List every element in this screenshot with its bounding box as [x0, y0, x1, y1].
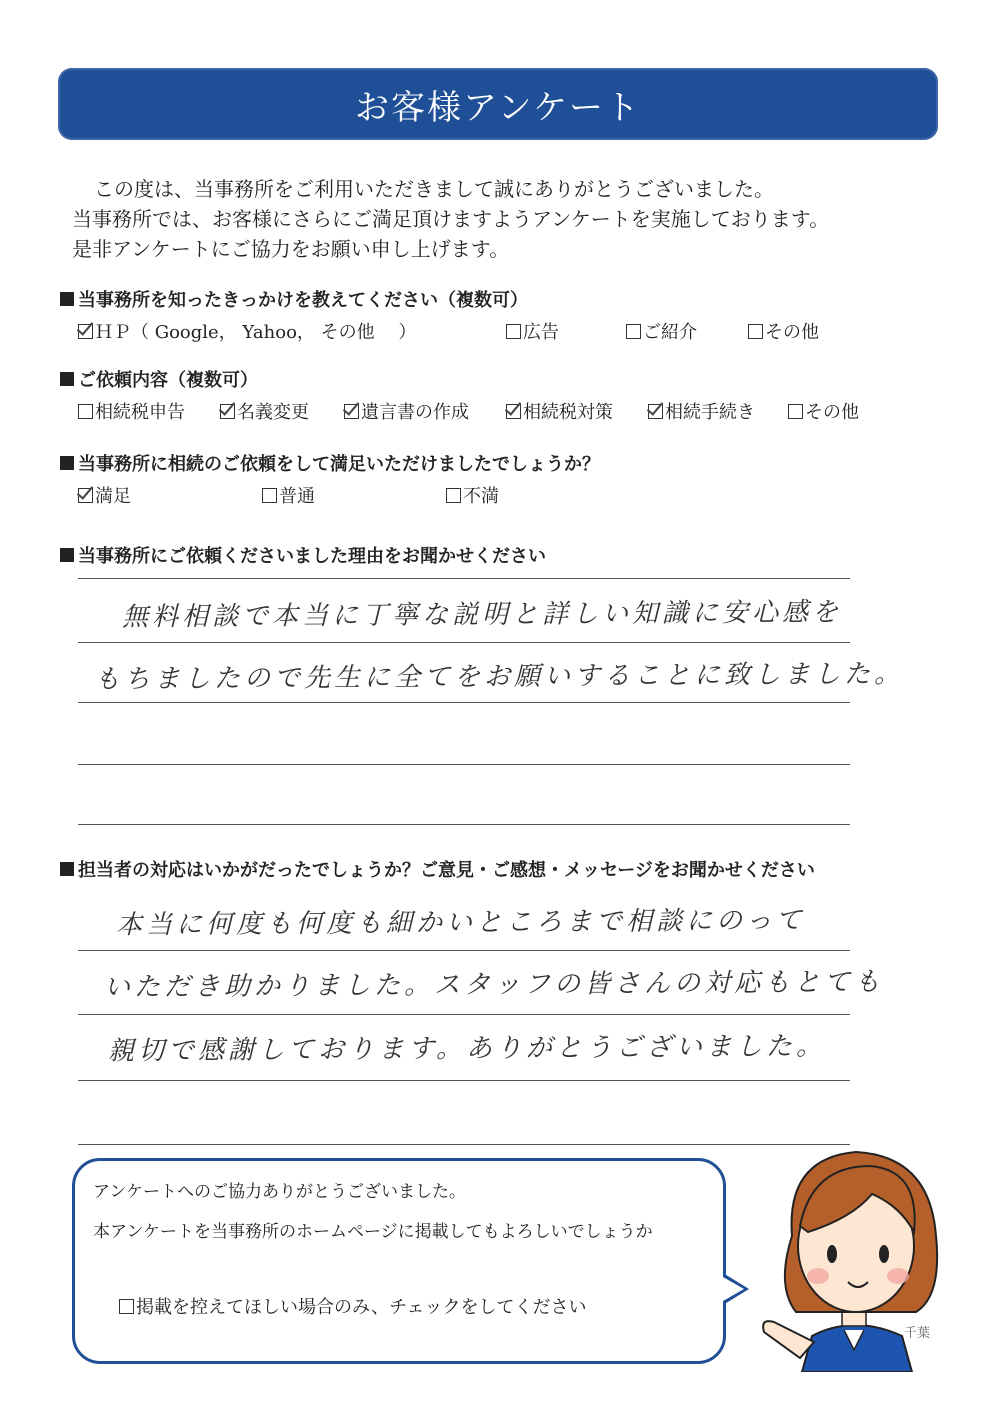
checkbox[interactable]	[446, 488, 461, 503]
checkbox[interactable]	[119, 1299, 134, 1314]
question-heading: 担当者の対応はいかがだったでしょうか？ご意見・ご感想・メッセージをお聞かせください	[60, 856, 960, 882]
question-satisfaction	[60, 450, 960, 512]
thanks-text: アンケートへのご協力ありがとうございました。	[93, 1182, 466, 1202]
checkbox[interactable]	[220, 404, 235, 419]
square-bullet-icon	[60, 372, 74, 386]
staff-name: 千葉	[904, 1326, 931, 1341]
optout-option[interactable]: 掲載を控えてほしい場合のみ、チェックをしてください	[119, 1293, 587, 1319]
answer-area-feedback[interactable]	[78, 888, 885, 1148]
option-other[interactable]: その他	[748, 318, 819, 344]
question-request-type	[60, 366, 960, 428]
option-dissatisfied[interactable]: 不満	[446, 482, 499, 508]
handwritten-answer-line: 無料相談で本当に丁寧な説明と詳しい知識に安心感を	[121, 597, 843, 633]
square-bullet-icon	[60, 292, 74, 306]
question-staff-feedback	[60, 856, 960, 882]
handwritten-answer-line: 親切で感謝しております。ありがとうございました。	[107, 1031, 827, 1067]
square-bullet-icon	[60, 862, 74, 876]
option-tax-planning[interactable]: 相続税対策	[506, 398, 613, 424]
checkbox[interactable]	[788, 404, 803, 419]
checkbox[interactable]	[506, 324, 521, 339]
intro-line: 当事務所では、お客様にさらにご満足頂けますようアンケートを実施しております。	[72, 207, 830, 231]
checkbox[interactable]	[78, 488, 93, 503]
option-ad[interactable]: 広告	[506, 318, 559, 344]
intro-line: 是非アンケートにご協力をお願い申し上げます。	[72, 237, 510, 261]
option-referral[interactable]: ご紹介	[626, 318, 697, 344]
checkbox[interactable]	[344, 404, 359, 419]
intro-line: この度は、当事務所をご利用いただきまして誠にありがとうございました。	[94, 177, 774, 201]
intro-text	[72, 174, 972, 264]
option-average[interactable]: 普通	[262, 482, 315, 508]
checkbox[interactable]	[262, 488, 277, 503]
square-bullet-icon	[60, 548, 74, 562]
question-heading: ご依頼内容（複数可）	[60, 366, 960, 392]
arm	[763, 1321, 814, 1358]
option-procedure[interactable]: 相続手続き	[648, 398, 755, 424]
option-group	[60, 482, 960, 512]
question-referral	[60, 286, 960, 348]
option-will[interactable]: 遺言書の作成	[344, 398, 469, 424]
checkbox[interactable]	[78, 404, 93, 419]
page-title: お客様アンケート	[355, 87, 641, 128]
title-banner	[58, 68, 938, 140]
publish-question: 本アンケートを当事務所のホームページに掲載してもよろしいでしょうか	[93, 1222, 653, 1242]
speech-bubble	[72, 1158, 726, 1364]
question-heading: 当事務所にご依頼くださいました理由をお聞かせください	[60, 542, 960, 568]
checkbox[interactable]	[626, 324, 641, 339]
question-heading: 当事務所を知ったきっかけを教えてください（複数可）	[60, 286, 960, 312]
checkbox[interactable]	[78, 324, 93, 339]
square-bullet-icon	[60, 456, 74, 470]
option-group	[60, 398, 960, 428]
handwritten-answer-line: もちましたので先生に全てをお願いすることに致しました。	[93, 659, 905, 695]
handwritten-answer-line: 本当に何度も何度も細かいところまで相談にのって	[115, 905, 806, 941]
checkbox[interactable]	[748, 324, 763, 339]
option-other[interactable]: その他	[788, 398, 859, 424]
option-title-change[interactable]: 名義変更	[220, 398, 309, 424]
handwritten-answer-line: いただき助かりました。スタッフの皆さんの対応もとても	[103, 967, 885, 1003]
answer-area-reason[interactable]	[78, 578, 905, 828]
question-heading: 当事務所に相続のご依頼をして満足いただけましたでしょうか？	[60, 450, 960, 476]
option-group	[60, 318, 960, 348]
question-reason	[60, 542, 960, 568]
checkbox[interactable]	[648, 404, 663, 419]
option-satisfied[interactable]: 満足	[78, 482, 131, 508]
checkbox[interactable]	[506, 404, 521, 419]
option-tax-return[interactable]: 相続税申告	[78, 398, 185, 424]
option-hp[interactable]: ＨＰ（ Google， Yahoo， その他 ）	[78, 318, 416, 344]
